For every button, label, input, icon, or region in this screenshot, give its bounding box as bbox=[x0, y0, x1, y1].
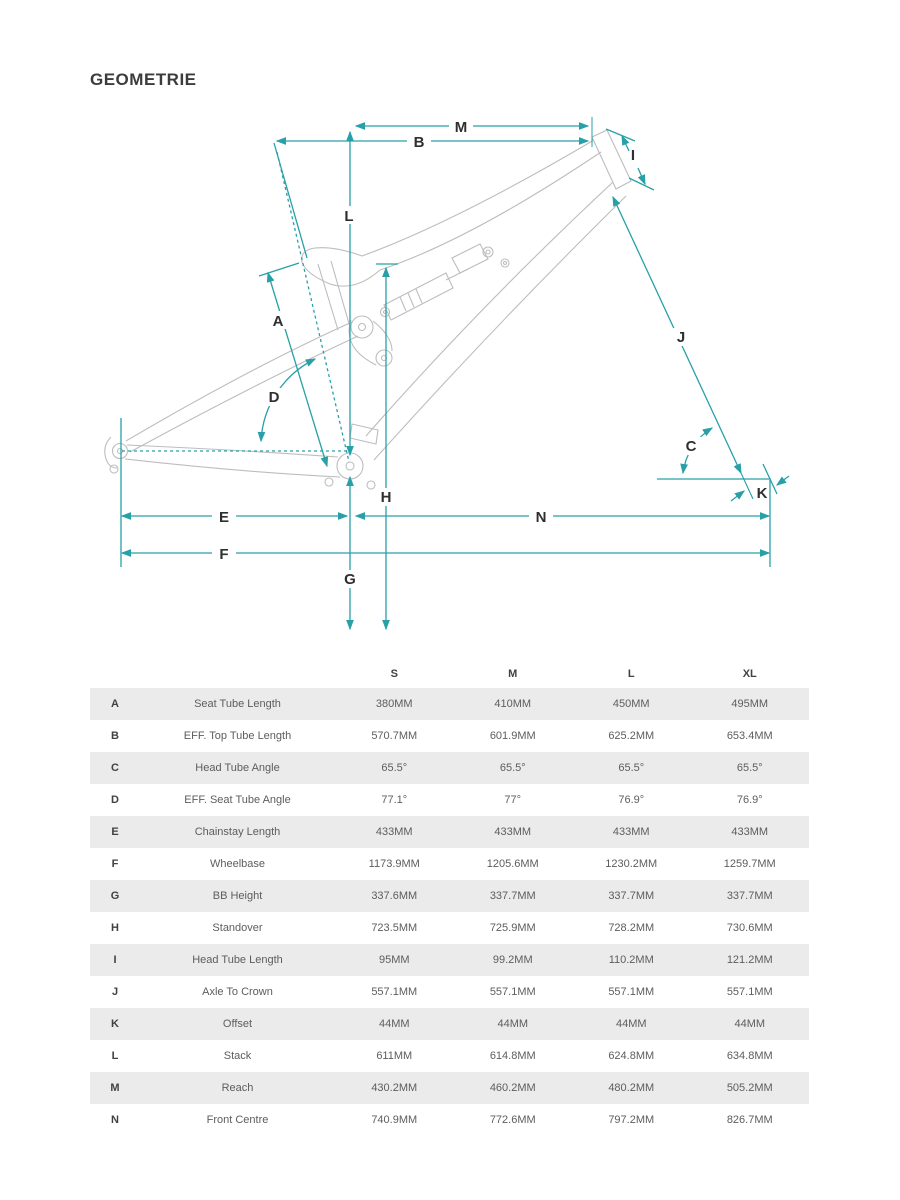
label-g: G bbox=[344, 571, 356, 588]
row-value: 557.1MM bbox=[489, 986, 536, 998]
row-letter: K bbox=[111, 1018, 119, 1030]
row-value: 611MM bbox=[376, 1050, 413, 1062]
row-value: 728.2MM bbox=[608, 922, 655, 934]
row-name: EFF. Top Tube Length bbox=[183, 730, 292, 742]
table-row bbox=[90, 880, 809, 912]
row-name: Wheelbase bbox=[209, 858, 266, 870]
col-header-l: L bbox=[627, 667, 635, 680]
row-value: 557.1MM bbox=[371, 986, 418, 998]
row-name: Seat Tube Length bbox=[194, 698, 281, 710]
row-value: 505.2MM bbox=[726, 1082, 773, 1094]
row-value: 65.5° bbox=[381, 762, 408, 774]
row-value: 1173.9MM bbox=[368, 858, 420, 870]
row-value: 99.2MM bbox=[492, 954, 533, 966]
row-value: 44MM bbox=[378, 1018, 410, 1030]
row-value: 1230.2MM bbox=[605, 858, 658, 870]
row-letter: J bbox=[111, 986, 119, 998]
row-value: 410MM bbox=[494, 698, 532, 710]
col-header-m: M bbox=[508, 667, 518, 680]
row-value: 337.7MM bbox=[726, 890, 773, 902]
row-value: 730.6MM bbox=[726, 922, 773, 934]
row-value: 65.5° bbox=[499, 762, 526, 774]
shock-eyelet bbox=[381, 308, 390, 317]
row-value: 601.9MM bbox=[489, 730, 536, 742]
rocker-pivot bbox=[351, 316, 373, 338]
table-row bbox=[90, 688, 809, 720]
table-row bbox=[90, 848, 809, 880]
head-tube bbox=[592, 130, 631, 189]
row-value: 614.8MM bbox=[489, 1050, 536, 1062]
row-letter: B bbox=[111, 730, 119, 742]
label-f: F bbox=[219, 546, 229, 563]
geometry-table bbox=[90, 659, 809, 1136]
label-n: N bbox=[535, 509, 547, 526]
row-letter: I bbox=[113, 954, 117, 966]
top-tube bbox=[362, 140, 594, 256]
row-value: 460.2MM bbox=[489, 1082, 536, 1094]
row-value: 77° bbox=[504, 794, 522, 806]
row-value: 95MM bbox=[378, 954, 410, 966]
row-value: 625.2MM bbox=[608, 730, 655, 742]
row-letter: G bbox=[110, 890, 120, 902]
row-value: 44MM bbox=[497, 1018, 529, 1030]
row-value: 76.9° bbox=[736, 794, 763, 806]
table-row bbox=[90, 784, 809, 816]
row-value: 337.6MM bbox=[371, 890, 418, 902]
row-letter: D bbox=[111, 794, 119, 806]
row-value: 495MM bbox=[731, 698, 769, 710]
table-row bbox=[90, 752, 809, 784]
label-d: D bbox=[268, 389, 280, 406]
row-letter: H bbox=[111, 922, 119, 934]
table-row bbox=[90, 1104, 809, 1136]
row-value: 826.7MM bbox=[726, 1114, 773, 1126]
row-value: 624.8MM bbox=[608, 1050, 655, 1062]
label-l: L bbox=[344, 208, 354, 225]
row-value: 480.2MM bbox=[608, 1082, 655, 1094]
row-value: 433MM bbox=[375, 826, 413, 838]
seat-tube bbox=[318, 261, 350, 330]
label-i: I bbox=[630, 147, 636, 164]
row-name: Stack bbox=[223, 1050, 252, 1062]
row-letter: E bbox=[111, 826, 119, 838]
row-letter: N bbox=[111, 1114, 119, 1126]
label-c: C bbox=[685, 438, 697, 455]
row-value: 337.7MM bbox=[489, 890, 536, 902]
row-value: 450MM bbox=[612, 698, 650, 710]
row-value: 1259.7MM bbox=[723, 858, 776, 870]
table-header-row bbox=[90, 659, 809, 688]
seat-stay bbox=[126, 322, 352, 441]
bottom-bracket bbox=[337, 453, 363, 479]
row-name: Standover bbox=[212, 922, 263, 934]
row-value: 433MM bbox=[612, 826, 650, 838]
dimension-labels bbox=[212, 118, 768, 588]
col-header-xl: XL bbox=[742, 667, 757, 680]
row-letter: F bbox=[111, 858, 119, 870]
row-value: 725.9MM bbox=[489, 922, 536, 934]
row-value: 797.2MM bbox=[608, 1114, 655, 1126]
row-value: 433MM bbox=[494, 826, 532, 838]
row-value: 110.2MM bbox=[608, 954, 654, 966]
row-letter: C bbox=[111, 762, 119, 774]
label-k: K bbox=[756, 485, 768, 502]
row-name: Front Centre bbox=[206, 1114, 269, 1126]
row-value: 557.1MM bbox=[726, 986, 773, 998]
bike-frame-outline bbox=[105, 130, 631, 489]
row-name: Head Tube Length bbox=[192, 954, 283, 966]
row-value: 570.7MM bbox=[371, 730, 418, 742]
table-row bbox=[90, 912, 809, 944]
col-header-s: S bbox=[390, 667, 398, 680]
table-row bbox=[90, 1072, 809, 1104]
label-j: J bbox=[676, 329, 686, 346]
row-name: EFF. Seat Tube Angle bbox=[184, 794, 291, 806]
label-b: B bbox=[413, 134, 425, 151]
row-name: Reach bbox=[221, 1082, 254, 1094]
table-row bbox=[90, 816, 809, 848]
row-value: 76.9° bbox=[618, 794, 645, 806]
label-h: H bbox=[380, 489, 392, 506]
row-value: 1205.6MM bbox=[486, 858, 539, 870]
rear-axle bbox=[113, 444, 128, 459]
row-value: 740.9MM bbox=[371, 1114, 418, 1126]
page-title: GEOMETRIE bbox=[90, 70, 197, 89]
table-row bbox=[90, 720, 809, 752]
label-m: M bbox=[454, 119, 468, 136]
row-value: 723.5MM bbox=[371, 922, 418, 934]
row-value: 433MM bbox=[731, 826, 769, 838]
row-value: 634.8MM bbox=[726, 1050, 773, 1062]
row-value: 380MM bbox=[375, 698, 413, 710]
row-value: 44MM bbox=[615, 1018, 647, 1030]
row-name: BB Height bbox=[212, 890, 263, 902]
row-name: Chainstay Length bbox=[194, 826, 281, 838]
table-row bbox=[90, 976, 809, 1008]
row-name: Axle To Crown bbox=[202, 986, 273, 998]
row-name: Head Tube Angle bbox=[195, 762, 280, 774]
table-row bbox=[90, 1040, 809, 1072]
row-value: 337.7MM bbox=[608, 890, 655, 902]
row-value: 557.1MM bbox=[608, 986, 655, 998]
label-e: E bbox=[218, 509, 230, 526]
row-value: 772.6MM bbox=[489, 1114, 536, 1126]
row-letter: L bbox=[111, 1050, 119, 1062]
row-value: 430.2MM bbox=[371, 1082, 418, 1094]
label-a: A bbox=[272, 313, 284, 330]
row-value: 65.5° bbox=[736, 762, 763, 774]
row-name: Offset bbox=[222, 1018, 253, 1030]
row-letter: A bbox=[111, 698, 119, 710]
row-letter: M bbox=[110, 1082, 120, 1094]
row-value: 77.1° bbox=[381, 794, 408, 806]
row-value: 653.4MM bbox=[726, 730, 773, 742]
table-row bbox=[90, 1008, 809, 1040]
row-value: 44MM bbox=[734, 1018, 766, 1030]
table-row bbox=[90, 944, 809, 976]
shock-reservoir bbox=[452, 244, 488, 273]
shock-body bbox=[384, 273, 453, 320]
row-value: 65.5° bbox=[618, 762, 645, 774]
row-value: 121.2MM bbox=[726, 954, 773, 966]
